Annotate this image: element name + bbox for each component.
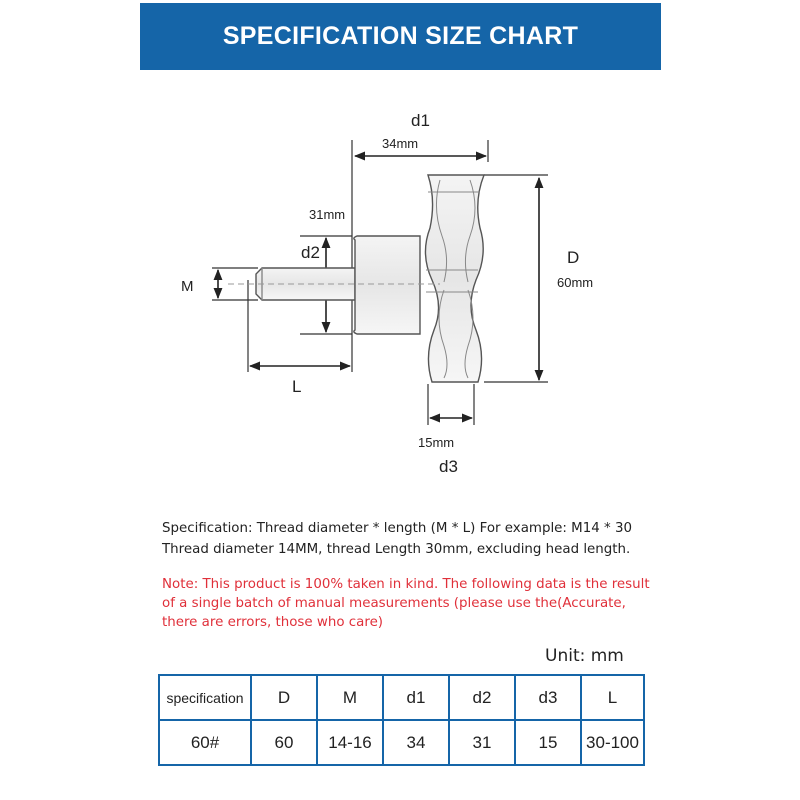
label-d3-value: 15mm [418, 435, 455, 450]
note-text [162, 575, 662, 632]
table-cell: 30-100 [581, 720, 644, 765]
header-cell: d1 [383, 675, 449, 720]
specification-line-2: Thread diameter 14MM, thread Length 30mm, excluding head length. [162, 542, 631, 557]
table-cell: 14-16 [317, 720, 383, 765]
page-title: SPECIFICATION SIZE CHART [222, 22, 579, 50]
table-cell: 34 [383, 720, 449, 765]
header-cell: D [251, 675, 317, 720]
label-d2: d2 [301, 243, 320, 262]
label-L: L [292, 377, 302, 396]
header-cell: M [317, 675, 383, 720]
table-row [159, 720, 644, 765]
header-cell: d2 [449, 675, 515, 720]
knob-part [256, 175, 484, 382]
header-cell: L [581, 675, 644, 720]
label-d2-value: 31mm [309, 207, 346, 222]
label-D: D [567, 248, 580, 267]
label-d1-value: 34mm [382, 136, 419, 151]
label-M: M [181, 278, 194, 295]
specification-table [158, 674, 645, 766]
label-d1: d1 [411, 111, 430, 130]
collar [354, 236, 420, 334]
table-header-row [159, 675, 644, 720]
table-cell: 31 [449, 720, 515, 765]
header-cell: d3 [515, 675, 581, 720]
table-cell: 60# [159, 720, 251, 765]
note-line-3: there are errors, those who care) [162, 615, 384, 630]
label-D-value: 60mm [557, 275, 594, 290]
specification-text [162, 518, 682, 560]
note-line-1: Note: This product is 100% taken in kind. The following data is the result [162, 577, 650, 592]
note-line-2: of a single batch of manual measurements (please use the(Accurate, [162, 596, 626, 611]
table-cell: 60 [251, 720, 317, 765]
label-d3: d3 [439, 457, 458, 476]
specification-line-1: Specification: Thread diameter * length (M * L) For example: M14 * 30 [162, 521, 633, 536]
header-cell: specification [159, 675, 251, 720]
unit-label: Unit: mm [545, 646, 624, 666]
table-cell: 15 [515, 720, 581, 765]
